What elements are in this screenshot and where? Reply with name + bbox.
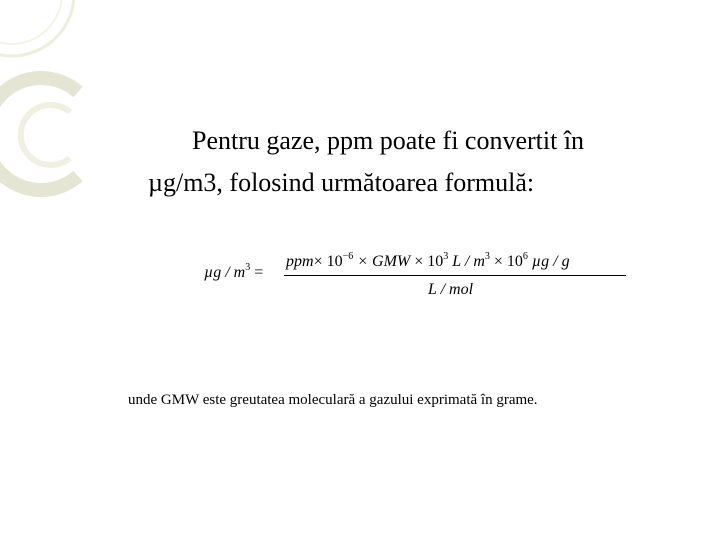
formula-times-2: × 10: [414, 253, 444, 270]
formula-numerator: [286, 253, 570, 271]
formula-lhs-unit: µg / m: [204, 264, 246, 281]
decorative-arc-large: [0, 78, 78, 190]
intro-line-1: Pentru gaze, ppm poate fi convertit în: [192, 126, 585, 155]
formula-l-per-m: L / m: [448, 253, 485, 270]
intro-text: [148, 120, 708, 204]
formula-exp-4: 6: [522, 251, 528, 262]
formula-gmw: × GMW: [357, 253, 411, 270]
formula-fraction-bar: [284, 275, 626, 276]
note-text: unde GMW este greutatea moleculară a gazului exprimată în grame.: [128, 392, 538, 408]
formula-ppm: ppm: [286, 253, 314, 270]
formula-lhs: [204, 264, 263, 282]
formula-times-3: × 10: [493, 253, 523, 270]
formula-lhs-exponent: 3: [245, 262, 251, 273]
formula-exp-2: 3: [443, 251, 449, 262]
formula-equals: =: [254, 264, 264, 281]
conversion-formula: [200, 248, 640, 308]
decorative-arc-small: [21, 105, 70, 165]
intro-line-2: µg/m3, folosind următoarea formulă:: [148, 168, 535, 197]
formula-denominator: L / mol: [428, 281, 474, 298]
decorative-ring-top: [0, 0, 74, 56]
formula-exp-3: 3: [484, 251, 490, 262]
formula-exp-1: −6: [342, 251, 354, 262]
decorative-ring-top-inner: [0, 0, 62, 44]
formula-ug-per-g: µg / g: [527, 253, 570, 270]
decorative-rings: [0, 0, 130, 200]
formula-times-1: × 10: [313, 253, 343, 270]
